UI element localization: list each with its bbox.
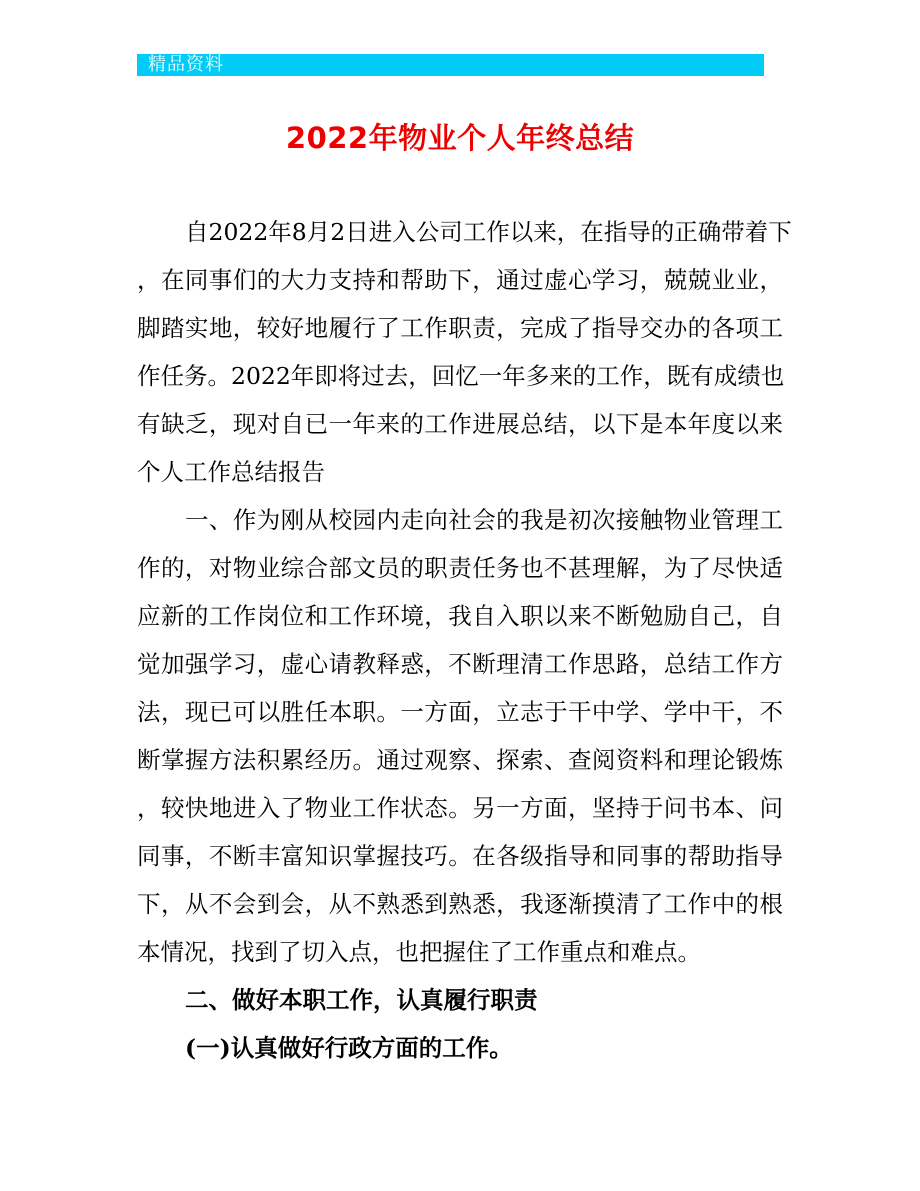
paragraph-line: 觉加强学习，虚心请教释惑，不断理清工作思路，总结工作方	[137, 650, 783, 678]
paragraph-line: 断掌握方法积累经历。通过观察、探索、查阅资料和理论锻炼	[137, 746, 783, 774]
section-subheading: (一)认真做好行政方面的工作。	[185, 1034, 513, 1062]
paragraph-line: 本情况，找到了切入点，也把握住了工作重点和难点。	[137, 938, 701, 966]
section-heading: 二、做好本职工作，认真履行职责	[185, 986, 538, 1014]
paragraph-line: 作任务。2022年即将过去，回忆一年多来的工作，既有成绩也	[137, 362, 785, 390]
paragraph-line: 自2022年8月2日进入公司工作以来，在指导的正确带着下	[185, 218, 792, 246]
paragraph-line: 应新的工作岗位和工作环境，我自入职以来不断勉励自己，自	[137, 602, 783, 630]
paragraph-line: 同事，不断丰富知识掌握技巧。在各级指导和同事的帮助指导	[137, 842, 783, 870]
header-label: 精品资料	[148, 54, 224, 75]
paragraph-line: ，在同事们的大力支持和帮助下，通过虚心学习，兢兢业业，	[137, 266, 783, 294]
paragraph-line: 个人工作总结报告	[137, 458, 325, 486]
document-title: 2022年物业个人年终总结	[285, 121, 635, 155]
paragraph-line: ，较快地进入了物业工作状态。另一方面，坚持于问书本、问	[137, 794, 783, 822]
paragraph-line: 法，现已可以胜任本职。一方面，立志于干中学、学中干，不	[137, 698, 783, 726]
paragraph-line: 脚踏实地，较好地履行了工作职责，完成了指导交办的各项工	[137, 314, 783, 342]
paragraph-line: 一、作为刚从校园内走向社会的我是初次接触物业管理工	[185, 506, 783, 534]
paragraph-line: 下，从不会到会，从不熟悉到熟悉，我逐渐摸清了工作中的根	[137, 890, 783, 918]
paragraph-line: 作的，对物业综合部文员的职责任务也不甚理解，为了尽快适	[137, 554, 783, 582]
paragraph-line: 有缺乏，现对自已一年来的工作进展总结，以下是本年度以来	[137, 410, 783, 438]
header-bar	[137, 54, 764, 76]
